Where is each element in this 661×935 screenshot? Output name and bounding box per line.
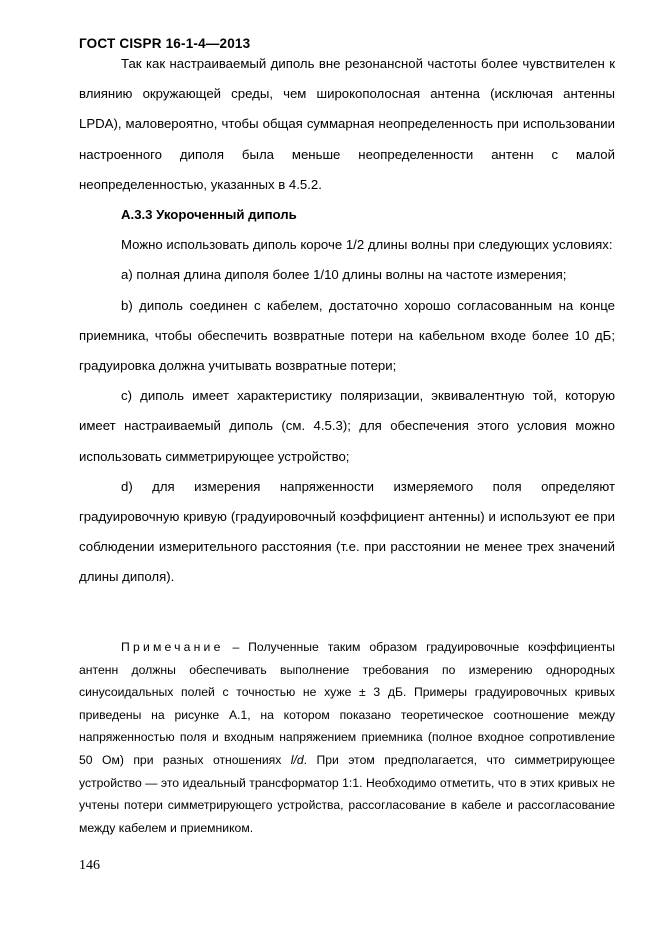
note-paragraph <box>79 636 615 839</box>
note-ratio: l/d <box>290 752 304 767</box>
note-text-part-2: . При этом предполагается, что симметрирующее устройство — это идеальный трансформатор 1:1. Необходимо отметить, что в этих кривых не учтены потери симметрирующего устройства, рассогласование в кабеле и рассогласование между кабелем и приемником. <box>79 752 615 835</box>
list-item-b: b) диполь соединен с кабелем, достаточно хорошо согласованным на конце приемника, чтобы обеспечить возвратные потери на кабельном входе более 10 дБ; градуировка должна учитывать возвратные потери; <box>79 297 615 374</box>
section-heading-shortened-dipole: А.3.3 Укороченный диполь <box>121 207 297 223</box>
note-label: Примечание <box>121 640 224 654</box>
list-item-a: а) полная длина диполя более 1/10 длины волны на частоте измерения; <box>121 267 567 283</box>
paragraph-tuned-dipole: Так как настраиваемый диполь вне резонансной частоты более чувствителен к влиянию окружающей среды, чем широкополосная антенна (исключая антенны LPDA), маловероятно, чтобы общая суммарная неопределенность при использовании настроенного диполя была меньше неопределенности антенн с малой неопределенностью, указанных в 4.5.2. <box>79 56 615 192</box>
page-number: 146 <box>79 858 100 873</box>
document-header: ГОСТ CISPR 16-1-4—2013 <box>79 36 251 51</box>
note-text-part-1: – Полученные таким образом градуировочные коэффициенты антенн должны обеспечивать выполнение требования по измерению однородных синусоидальных полей с точностью не хуже ± 3 дБ. Примеры градуировочных кривых приведены на рисунке А.1, на котором показано теоретическое соотношение между напряженностью поля и входным напряжением приемника (полное входное сопротивление 50 Ом) при разных отношениях <box>79 640 615 767</box>
paragraph-conditions-intro: Можно использовать диполь короче 1/2 длины волны при следующих условиях: <box>121 237 613 253</box>
list-item-d: d) для измерения напряженности измеряемого поля определяют градуировочную кривую (градуировочный коэффициент антенны) и используют ее при соблюдении измерительного расстояния (т.е. при расстоянии не менее трех значений длины диполя). <box>79 478 615 585</box>
list-item-c: с) диполь имеет характеристику поляризации, эквивалентную той, которую имеет настраиваемый диполь (см. 4.5.3); для обеспечения этого условия можно использовать симметрирующее устройство; <box>79 388 615 464</box>
body-text <box>79 49 615 593</box>
